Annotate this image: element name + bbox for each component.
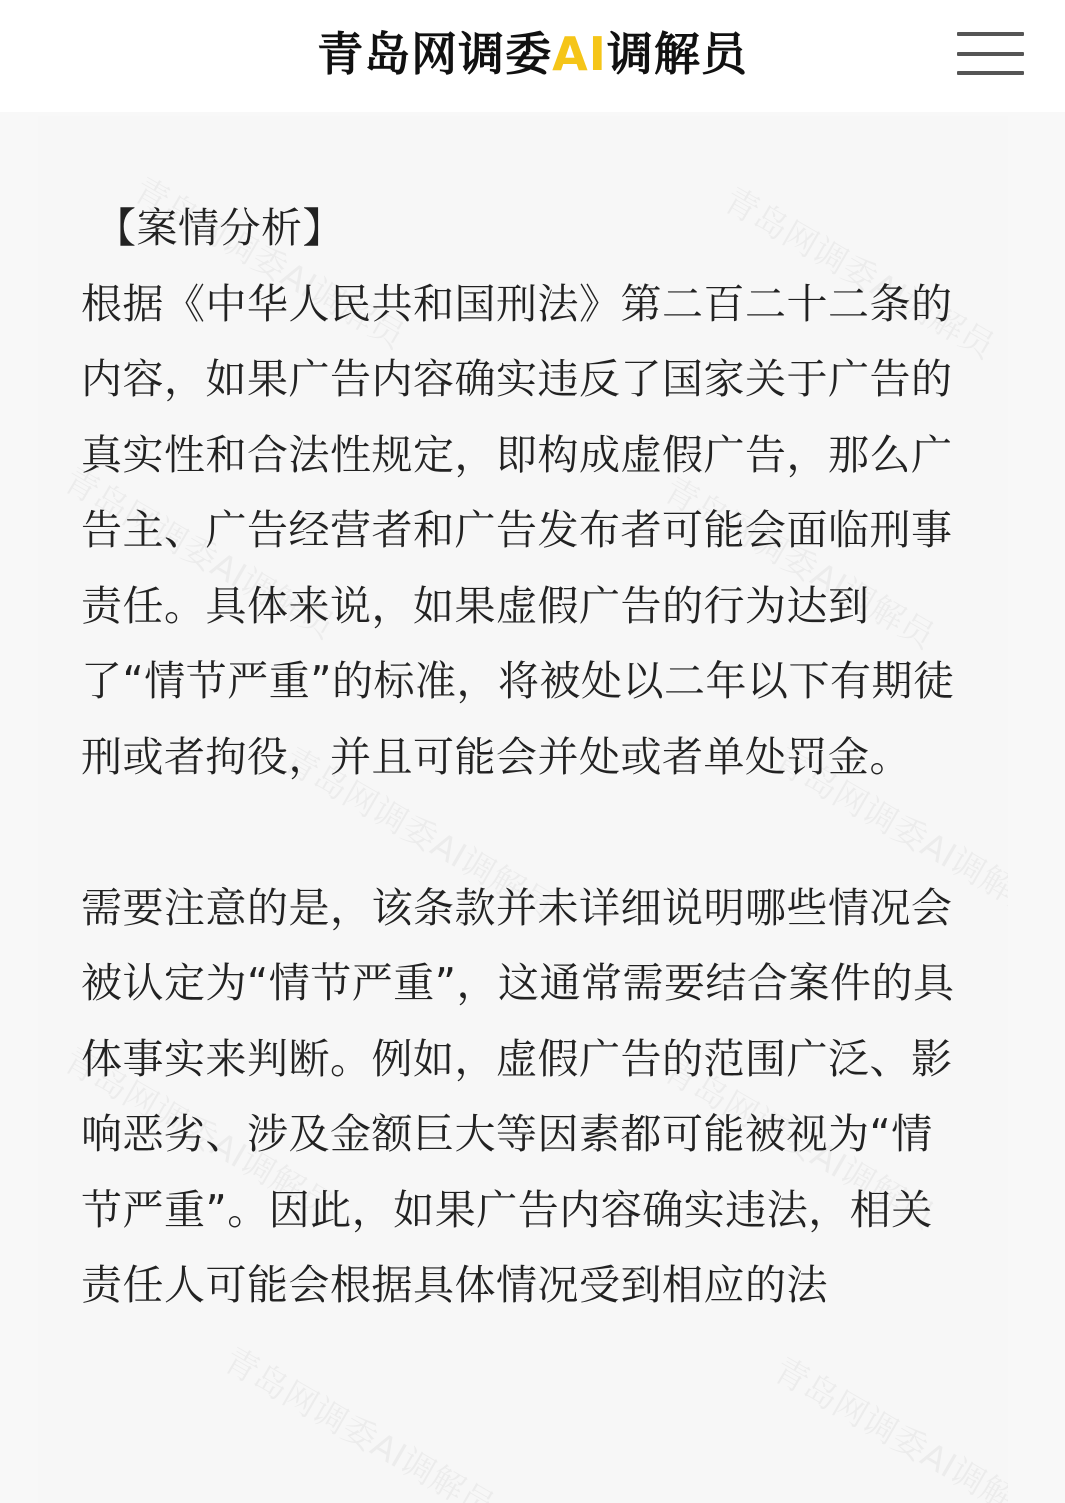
app-title-suffix: 调解员 bbox=[606, 27, 748, 81]
app-title-prefix: 青岛网调委 bbox=[317, 27, 553, 81]
hamburger-menu-icon[interactable] bbox=[950, 28, 1030, 80]
top-header bbox=[0, 0, 1065, 112]
message-content bbox=[38, 116, 1008, 1503]
menu-line bbox=[957, 52, 1024, 56]
paragraph-gap bbox=[81, 795, 961, 871]
paragraph: 根据《中华人民共和国刑法》第二百二十二条的内容，如果广告内容确实违反了国家关于广告的真实性和合法性规定，即构成虚假广告，那么广告主、广告经营者和广告发布者可能会面临刑事责任。具体来说，如果虚假广告的行为达到了“情节严重”的标准，将被处以二年以下有期徒刑或者拘役，并且可能会并处或者单处罚金。 bbox=[81, 279, 955, 781]
watermark bbox=[216, 1333, 505, 1503]
analysis-text bbox=[81, 191, 961, 1324]
menu-line bbox=[957, 32, 1024, 36]
watermark bbox=[766, 1343, 1008, 1503]
section-heading: 【案情分析】 bbox=[95, 204, 344, 252]
app-title-ai: AI bbox=[552, 27, 607, 81]
app-title bbox=[0, 26, 1065, 82]
menu-line bbox=[957, 71, 1024, 75]
paragraph: 需要注意的是，该条款并未详细说明哪些情况会被认定为“情节严重”，这通常需要结合案件的具体事实来判断。例如，虚假广告的范围广泛、影响恶劣、涉及金额巨大等因素都可能被视为“情节严重”。因此，如果广告内容确实违法，相关责任人可能会根据具体情况受到相应的法 bbox=[81, 883, 955, 1309]
